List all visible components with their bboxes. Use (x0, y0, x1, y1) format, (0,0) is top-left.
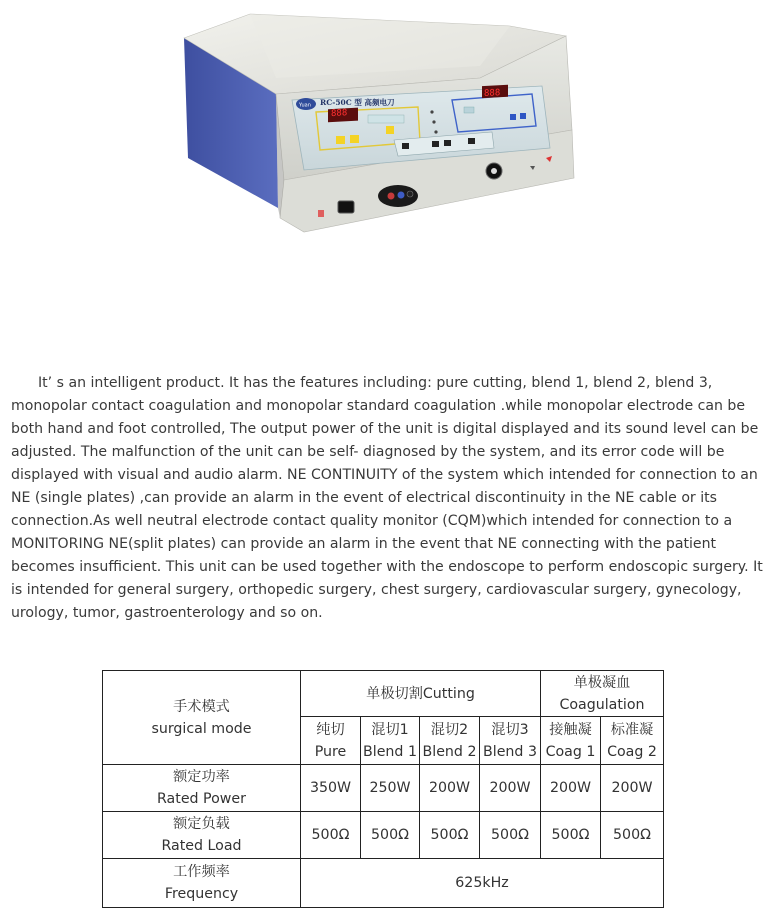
mode-blend1: 混切1 Blend 1 (361, 717, 420, 765)
model-label: RC-50C 型 高频电刀 (320, 98, 395, 107)
load-value: 500Ω (480, 812, 541, 859)
mode-blend2: 混切2 Blend 2 (420, 717, 480, 765)
table-row (103, 671, 664, 717)
power-label: 额定功率 Rated Power (103, 765, 301, 812)
product-image (180, 8, 580, 240)
power-value: 200W (541, 765, 601, 812)
mode-header-en: surgical mode (151, 720, 252, 737)
power-value: 200W (601, 765, 664, 812)
mode-header-cn: 手术模式 (173, 698, 230, 715)
table-row (103, 859, 664, 908)
load-value: 500Ω (420, 812, 480, 859)
mode-header (103, 671, 301, 765)
coag-group-cn: 单极凝血 (573, 674, 631, 691)
load-value: 500Ω (541, 812, 601, 859)
spec-table (102, 670, 664, 908)
load-value: 500Ω (361, 812, 420, 859)
product-description: It’ s an intelligent product. It has the features including: pure cutting, blend 1, blend 2, blend 3, monopolar contact coagulation and monopolar standard coagulation .while monopolar electrode can be both hand and foot controlled, The output power of the unit is digital displayed and its sound level can be adjusted. The malfunction of the unit can be self- diagnosed by the system, and its error code will be displayed with visual and audio alarm. NE CONTINUITY of the system which intended for connection to an NE (single plates) ,can provide an alarm in the event of electrical discontinuity in the NE cable or its connection.As well neutral electrode contact quality monitor (CQM)which intended for connection to a MONITORING NE(split plates) can provide an alarm in the event that NE connecting with the patient becomes insufficient. This unit can be used together with the endoscope to perform endoscopic surgery. It is intended for general surgery, orthopedic surgery, chest surgery, cardiovascular surgery, gynecology, urology, tumor, gastroenterology and so on. (11, 375, 763, 621)
power-value: 350W (301, 765, 361, 812)
load-value: 500Ω (301, 812, 361, 859)
svg-text:888: 888 (484, 88, 501, 100)
svg-text:888: 888 (331, 108, 348, 120)
power-value: 250W (361, 765, 420, 812)
load-value: 500Ω (601, 812, 664, 859)
mode-blend3: 混切3 Blend 3 (480, 717, 541, 765)
brand-logo: Yuan (299, 102, 311, 109)
load-label: 额定负载 Rated Load (103, 812, 301, 859)
freq-label: 工作频率 Frequency (103, 859, 301, 908)
cutting-group-header: 单极切割Cutting (301, 671, 541, 717)
freq-value: 625kHz (301, 859, 664, 908)
mode-coag1: 接触凝 Coag 1 (541, 717, 601, 765)
mode-coag2: 标准凝 Coag 2 (601, 717, 664, 765)
coag-group-header (541, 671, 664, 717)
table-row (103, 765, 664, 812)
table-row (103, 812, 664, 859)
power-value: 200W (420, 765, 480, 812)
mode-pure: 纯切 Pure (301, 717, 361, 765)
coag-group-en: Coagulation (559, 696, 645, 713)
power-value: 200W (480, 765, 541, 812)
